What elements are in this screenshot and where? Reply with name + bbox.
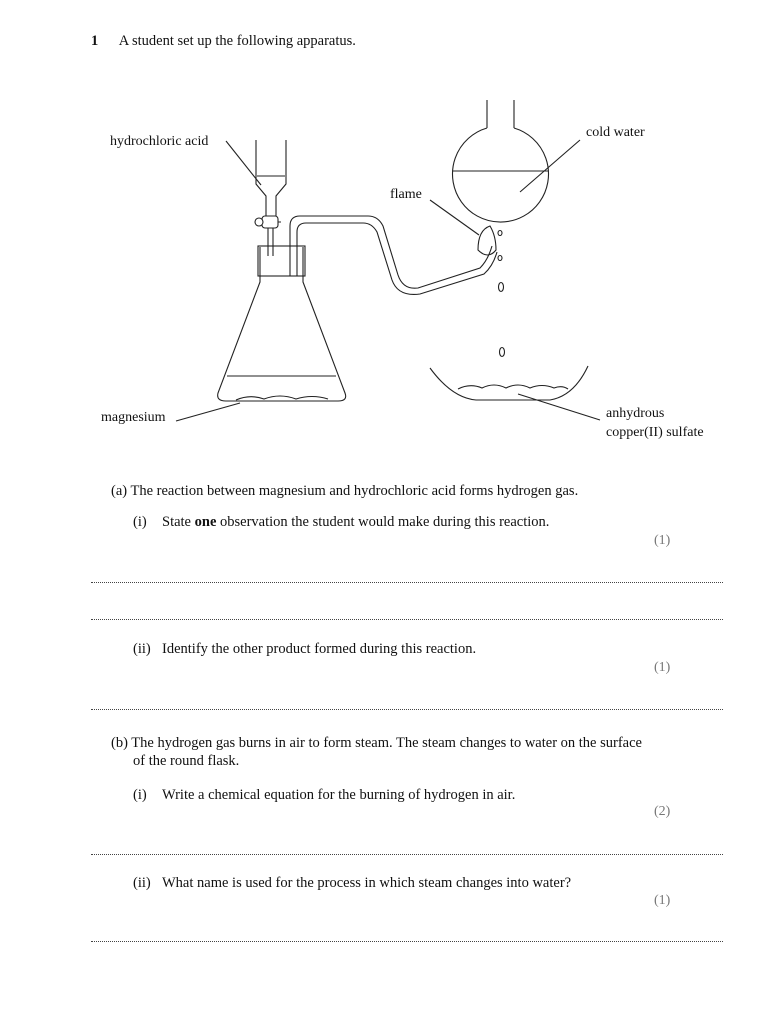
question-intro: A student set up the following apparatus. xyxy=(118,33,356,49)
part-a-stem: (a) The reaction between magnesium and hydrochloric acid forms hydrogen gas. xyxy=(111,483,579,499)
part-b-i-question: Write a chemical equation for the burning of hydrogen in air. xyxy=(162,787,516,803)
label-copper-sulfate: copper(II) sulfate xyxy=(606,425,704,440)
delivery-tube xyxy=(290,216,497,294)
part-a-ii-marks: (1) xyxy=(654,660,671,675)
part-a-i-pre: State xyxy=(162,514,195,530)
part-b-ii-question: What name is used for the process in which steam changes into water? xyxy=(162,875,572,891)
part-b-ii-marks: (1) xyxy=(654,893,671,908)
part-a-ii-question: Identify the other product formed during this reaction. xyxy=(162,641,477,657)
part-a-i-post: observation the student would make during this reaction. xyxy=(216,514,550,530)
dropping-funnel xyxy=(255,140,286,256)
label-anhydrous: anhydrous xyxy=(606,406,665,421)
apparatus-diagram xyxy=(0,0,768,460)
round-flask xyxy=(453,100,549,222)
leader-lines xyxy=(176,140,600,421)
answer-line[interactable] xyxy=(91,582,723,583)
label-flame: flame xyxy=(390,187,422,202)
flame-shape xyxy=(478,226,496,255)
label-magnesium: magnesium xyxy=(101,410,166,425)
answer-line[interactable] xyxy=(91,854,723,855)
part-a-ii-number: (ii) xyxy=(133,641,151,657)
conical-flask xyxy=(218,246,346,401)
part-a-i-marks: (1) xyxy=(654,533,671,548)
part-a-i-number: (i) xyxy=(133,514,147,530)
part-b-i-number: (i) xyxy=(133,787,147,803)
label-hydrochloric-acid: hydrochloric acid xyxy=(110,134,209,149)
evaporating-dish xyxy=(430,366,588,400)
answer-line[interactable] xyxy=(91,941,723,942)
part-a-i-bold: one xyxy=(194,514,217,530)
part-b-i-marks: (2) xyxy=(654,804,671,819)
part-a-i-question xyxy=(162,513,549,531)
water-drops xyxy=(498,231,505,357)
part-b-ii-number: (ii) xyxy=(133,875,151,891)
part-b-stem-line-1: (b) The hydrogen gas burns in air to form steam. The steam changes to water on the surface xyxy=(111,735,642,751)
answer-line[interactable] xyxy=(91,709,723,710)
answer-line[interactable] xyxy=(91,619,723,620)
label-cold-water: cold water xyxy=(586,125,645,140)
part-b-stem-line-2: of the round flask. xyxy=(133,753,240,769)
question-number: 1 xyxy=(91,33,99,49)
